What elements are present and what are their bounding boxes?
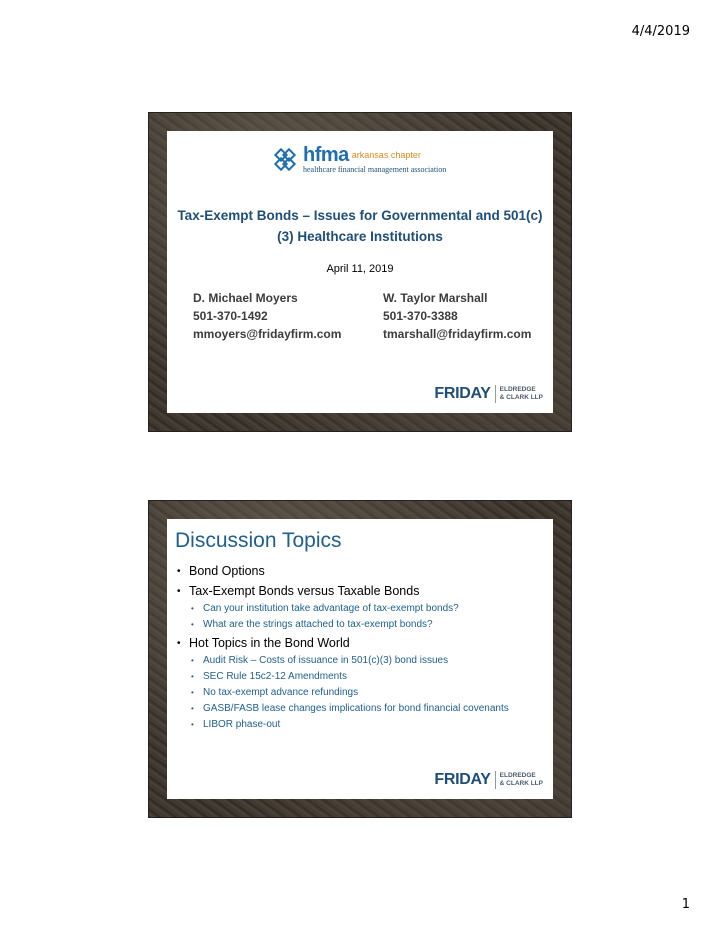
logo-divider — [495, 771, 496, 789]
topic-item — [175, 583, 543, 631]
presenter-marshall — [383, 289, 531, 343]
friday-logo-subtext: ELDREDGE & CLARK LLP — [499, 386, 543, 401]
topic-label: • Hot Topics in the Bond World — [175, 635, 543, 652]
presentation-date: April 11, 2019 — [326, 263, 394, 275]
hfma-association: healthcare financial management association — [303, 165, 447, 174]
topic-list — [175, 563, 543, 735]
page-date: 4/4/2019 — [631, 24, 690, 39]
topic-item — [175, 563, 543, 580]
presenter-phone: 501-370-3388 — [383, 309, 458, 323]
hfma-logo — [273, 145, 446, 174]
sub-topic: • SEC Rule 15c2-12 Amendments — [191, 671, 543, 683]
slide-discussion-topics — [148, 500, 572, 818]
friday-logo-word: FRIDAY — [434, 385, 491, 402]
page-number: 1 — [681, 897, 690, 912]
presentation-title: Tax-Exempt Bonds – Issues for Governmental and 501(c)(3) Healthcare Institutions — [177, 208, 543, 244]
presenter-name: D. Michael Moyers — [193, 291, 298, 305]
topic-label: • Tax-Exempt Bonds versus Taxable Bonds — [175, 583, 543, 600]
presenter-phone: 501-370-1492 — [193, 309, 268, 323]
slide-title: Discussion Topics — [175, 529, 342, 552]
friday-logo-subtext: ELDREDGE & CLARK LLP — [499, 772, 543, 787]
sub-topic: • No tax-exempt advance refundings — [191, 687, 543, 699]
topic-item — [175, 635, 543, 731]
presenter-email[interactable]: tmarshall@fridayfirm.com — [383, 327, 532, 341]
topic-label: • Bond Options — [175, 563, 543, 580]
slide-title-slide — [148, 112, 572, 432]
slide-card — [167, 131, 553, 413]
sub-topic: • GASB/FASB lease changes implications for bond financial covenants — [191, 703, 543, 715]
presenter-moyers — [193, 289, 341, 343]
friday-firm-logo — [434, 771, 543, 789]
friday-logo-word: FRIDAY — [434, 771, 491, 788]
hfma-brand: hfma — [303, 144, 349, 166]
slide-card — [167, 519, 553, 799]
logo-divider — [495, 385, 496, 403]
hfma-logo-icon — [273, 147, 299, 173]
sub-topic: • Audit Risk – Costs of issuance in 501(c)(3) bond issues — [191, 655, 543, 667]
sub-topic: • Can your institution take advantage of tax-exempt bonds? — [191, 603, 543, 615]
sub-topic: • What are the strings attached to tax-exempt bonds? — [191, 619, 543, 631]
hfma-chapter: arkansas chapter — [351, 150, 421, 160]
sub-topic: • LIBOR phase-out — [191, 719, 543, 731]
friday-firm-logo — [434, 385, 543, 403]
presenter-name: W. Taylor Marshall — [383, 291, 488, 305]
presenter-email[interactable]: mmoyers@fridayfirm.com — [193, 327, 342, 341]
